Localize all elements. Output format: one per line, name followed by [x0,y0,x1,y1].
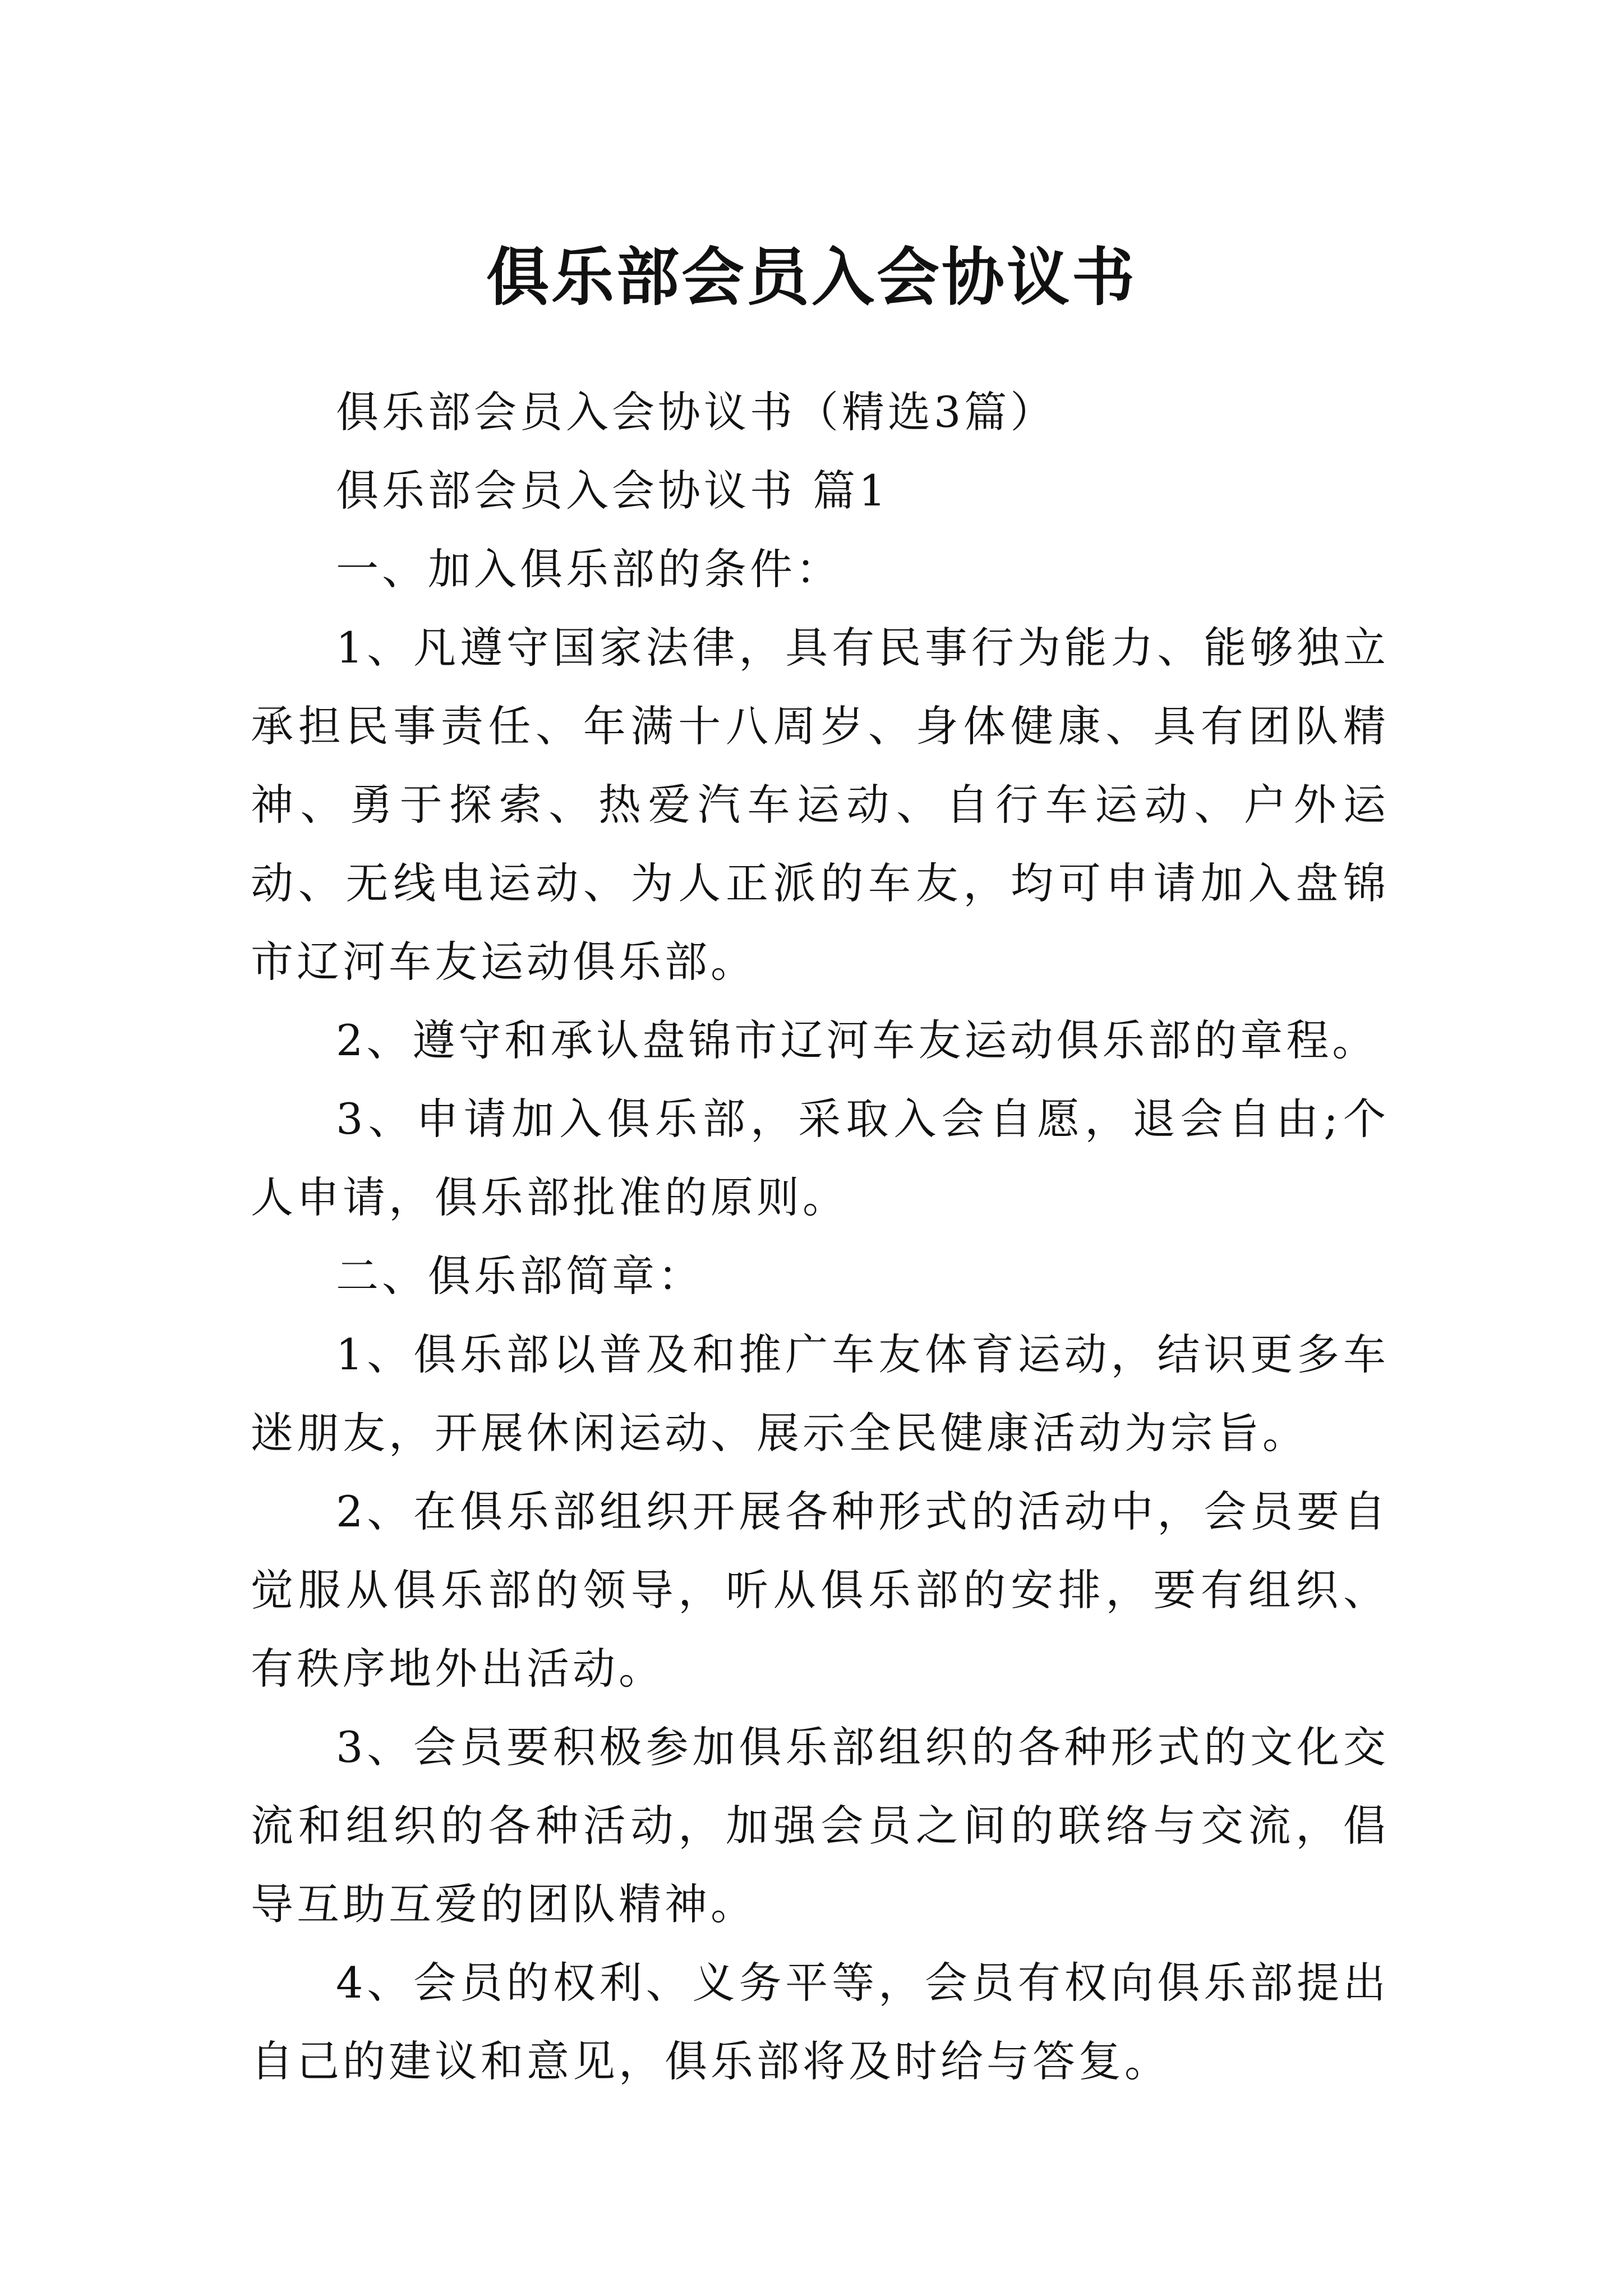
section-heading-part1: 俱乐部会员入会协议书 篇1 [336,466,889,516]
heading-membership-conditions: 一、加入俱乐部的条件： [336,544,842,594]
subtitle-selected: 俱乐部会员入会协议书（精选3篇） [336,387,1057,437]
document-title: 俱乐部会员入会协议书 [486,241,1137,315]
rule-item-2: 2、在俱乐部组织开展各种形式的活动中，会员要自觉服从俱乐部的领导，听从俱乐部的安排，要有组织、有秩序地外出活动。 [251,1487,1389,1694]
document-body [251,373,1389,2101]
condition-item-2: 2、遵守和承认盘锦市辽河车友运动俱乐部的章程。 [336,1015,1378,1065]
condition-item-1: 1、凡遵守国家法律，具有民事行为能力、能够独立承担民事责任、年满十八周岁、身体健康、具有团队精神、勇于探索、热爱汽车运动、自行车运动、户外运动、无线电运动、为人正派的车友，均可申请加入盘锦市辽河车友运动俱乐部。 [251,623,1389,987]
rule-item-4: 4、会员的权利、义务平等，会员有权向俱乐部提出自己的建议和意见，俱乐部将及时给与答复。 [251,1958,1389,2086]
rule-item-3: 3、会员要积极参加俱乐部组织的各种形式的文化交流和组织的各种活动，加强会员之间的联络与交流，倡导互助互爱的团队精神。 [251,1722,1389,1929]
condition-item-3: 3、申请加入俱乐部，采取入会自愿，退会自由;个人申请，俱乐部批准的原则。 [251,1094,1389,1222]
rule-item-1: 1、俱乐部以普及和推广车友体育运动，结识更多车迷朋友，开展休闲运动、展示全民健康活动为宗旨。 [251,1329,1389,1458]
heading-club-rules: 二、俱乐部简章： [336,1251,704,1301]
